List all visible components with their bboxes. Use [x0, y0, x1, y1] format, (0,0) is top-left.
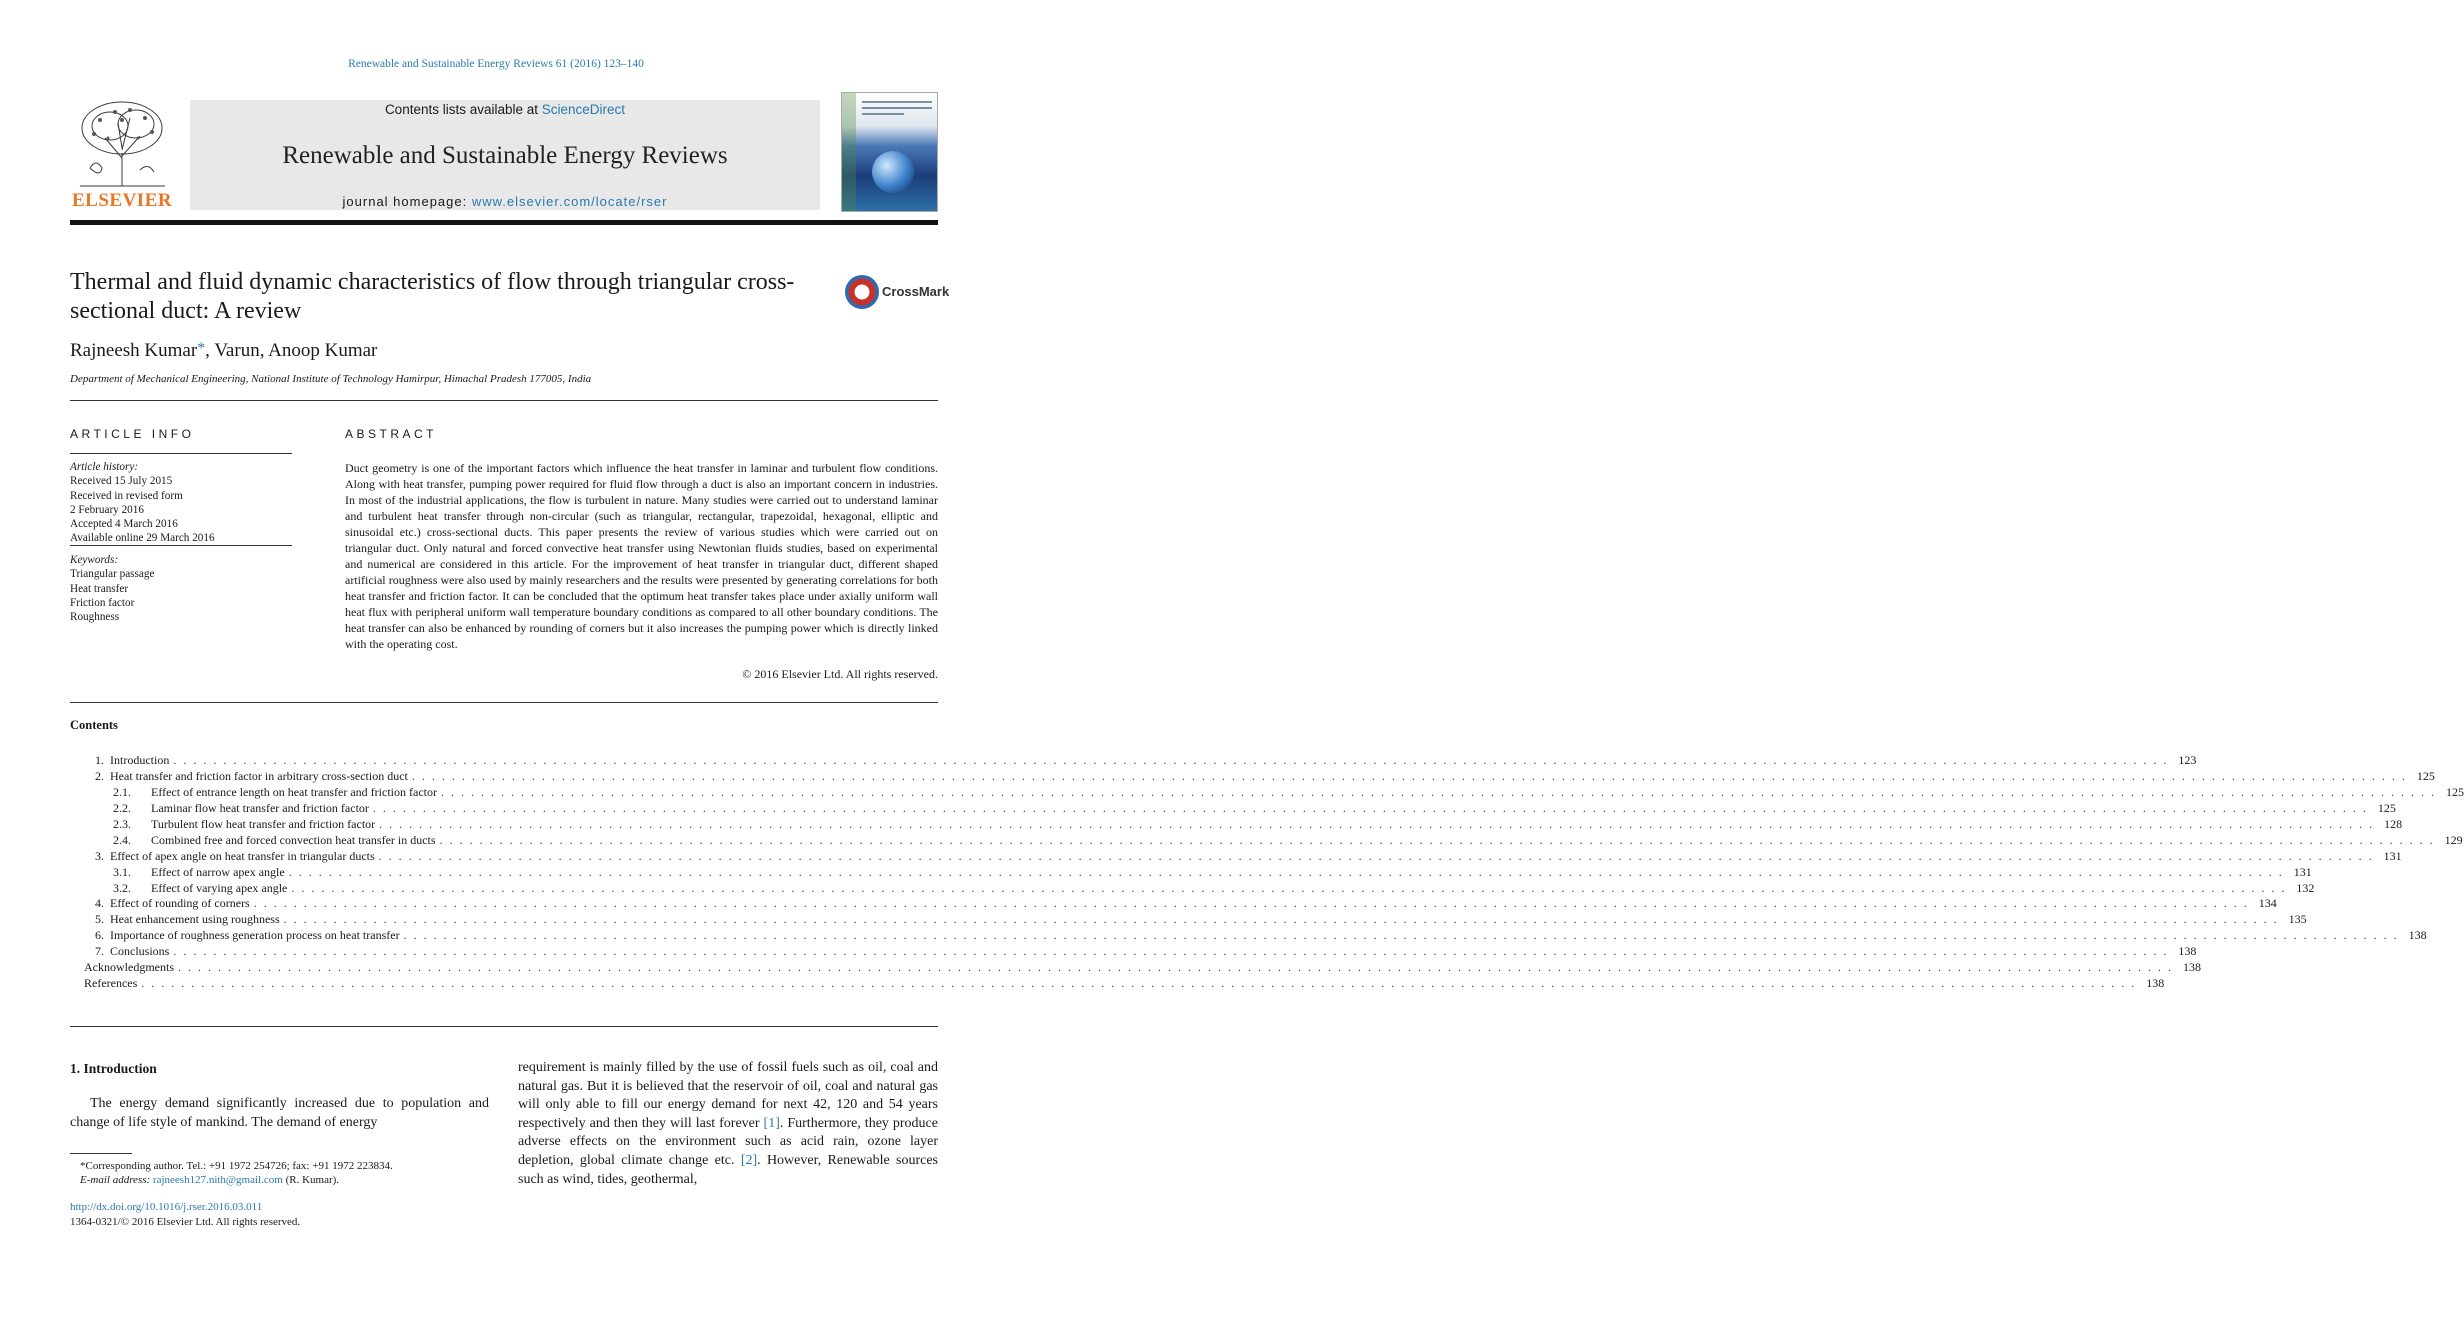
toc-page-number[interactable]: 134: [2258, 896, 2277, 911]
doi-link[interactable]: http://dx.doi.org/10.1016/j.rser.2016.03.011: [70, 1201, 263, 1213]
toc-page-number[interactable]: 125: [2416, 768, 2435, 783]
toc-number: 6.: [95, 928, 104, 943]
journal-homepage-line: [190, 194, 820, 209]
abstract-heading: ABSTRACT: [345, 427, 438, 441]
history-item: Received 15 July 2015: [70, 475, 173, 488]
toc-leader-dots: . . . . . . . . . . . . . . . . . . . . . . . . . . . . . . . . . . . . . . . . . . . . . . . . . . . . . . . . . . . . . . . . . . . . . . . . . . . . . . . . . . . . . . . . . . . . . . . . . . . . . . . . . . . . . . . . . . . . . . . . . . . . . . . . . . . . . . . . . . . . . . . . . . . . . . . . . . . . . . . . . . . . . . . . . . . . . . . . . . . . . . . . . . . . . . . . . . . . . . . .: [173, 753, 2169, 767]
keywords-block: [70, 553, 154, 624]
toc-title[interactable]: Turbulent flow heat transfer and friction factor: [151, 816, 376, 831]
keyword: Friction factor: [70, 596, 135, 609]
toc-leader-dots: . . . . . . . . . . . . . . . . . . . . . . . . . . . . . . . . . . . . . . . . . . . . . . . . . . . . . . . . . . . . . . . . . . . . . . . . . . . . . . . . . . . . . . . . . . . . . . . . . . . . . . . . . . . . . . . . . . . . . . . . . . . . . . . . . . . . . . . . . . . . . . . . . . . . . . . . . . . . . . . . . . . . . . . . . . . . . . . . . . . . . . . . . . . . . . . . . . . . . . . .: [372, 800, 2368, 815]
corresponding-author-mark[interactable]: *: [197, 340, 206, 357]
table-of-contents: [70, 753, 2464, 992]
contents-available-line: [190, 102, 820, 117]
history-item: Received in revised form: [70, 489, 183, 502]
toc-entry[interactable]: [70, 848, 2402, 865]
toc-number: 2.: [95, 768, 104, 783]
toc-leader-dots: . . . . . . . . . . . . . . . . . . . . . . . . . . . . . . . . . . . . . . . . . . . . . . . . . . . . . . . . . . . . . . . . . . . . . . . . . . . . . . . . . . . . . . . . . . . . . . . . . . . . . . . . . . . . . . . . . . . . . . . . . . . . . . . . . . . . . . . . . . . . . . . . . . . . . . . . . . . . . . . . . . . . . . . . . . . . . . . . . . . . . . . . . . . . . . . . . . . . . . . .: [411, 768, 2407, 783]
keywords-label: Keywords:: [70, 554, 119, 566]
keyword: Heat transfer: [70, 582, 129, 595]
toc-leader-dots: . . . . . . . . . . . . . . . . . . . . . . . . . . . . . . . . . . . . . . . . . . . . . . . . . . . . . . . . . . . . . . . . . . . . . . . . . . . . . . . . . . . . . . . . . . . . . . . . . . . . . . . . . . . . . . . . . . . . . . . . . . . . . . . . . . . . . . . . . . . . . . . . . . . . . . . . . . . . . . . . . . . . . . . . . . . . . . . . . . . . . . . . . . . . . . . . . . . . . . . .: [440, 784, 2436, 799]
masthead: [70, 92, 938, 212]
toc-entry[interactable]: [70, 784, 2464, 801]
history-divider: [70, 545, 292, 546]
toc-entry[interactable]: [70, 976, 2165, 992]
toc-page-number[interactable]: 128: [2384, 816, 2403, 831]
toc-entry[interactable]: [70, 800, 2396, 817]
crossmark-icon: [845, 275, 879, 309]
toc-title[interactable]: Effect of rounding of corners: [110, 896, 250, 911]
toc-entry[interactable]: [70, 912, 2307, 928]
toc-leader-dots: . . . . . . . . . . . . . . . . . . . . . . . . . . . . . . . . . . . . . . . . . . . . . . . . . . . . . . . . . . . . . . . . . . . . . . . . . . . . . . . . . . . . . . . . . . . . . . . . . . . . . . . . . . . . . . . . . . . . . . . . . . . . . . . . . . . . . . . . . . . . . . . . . . . . . . . . . . . . . . . . . . . . . . . . . . . . . . . . . . . . . . . . . . . . . . . . . . . . . . . .: [378, 848, 2374, 863]
journal-banner: [190, 100, 820, 210]
toc-title[interactable]: Effect of entrance length on heat transfer and friction factor: [151, 784, 437, 799]
toc-entry[interactable]: [70, 880, 2315, 897]
toc-title[interactable]: Combined free and forced convection heat transfer in ducts: [151, 832, 436, 847]
other-authors: , Varun, Anoop Kumar: [205, 340, 378, 361]
elsevier-tree-icon: [70, 98, 175, 188]
toc-leader-dots: . . . . . . . . . . . . . . . . . . . . . . . . . . . . . . . . . . . . . . . . . . . . . . . . . . . . . . . . . . . . . . . . . . . . . . . . . . . . . . . . . . . . . . . . . . . . . . . . . . . . . . . . . . . . . . . . . . . . . . . . . . . . . . . . . . . . . . . . . . . . . . . . . . . . . . . . . . . . . . . . . . . . . . . . . . . . . . . . . . . . . . . . . . . . . . . . . . . . . . . .: [177, 960, 2173, 975]
toc-leader-dots: . . . . . . . . . . . . . . . . . . . . . . . . . . . . . . . . . . . . . . . . . . . . . . . . . . . . . . . . . . . . . . . . . . . . . . . . . . . . . . . . . . . . . . . . . . . . . . . . . . . . . . . . . . . . . . . . . . . . . . . . . . . . . . . . . . . . . . . . . . . . . . . . . . . . . . . . . . . . . . . . . . . . . . . . . . . . . . . . . . . . . . . . . . . . . . . . . . . . . . . .: [288, 864, 2284, 879]
toc-page-number[interactable]: 131: [2293, 864, 2312, 879]
toc-entry[interactable]: [70, 928, 2427, 944]
toc-number: 2.2.: [113, 800, 131, 815]
abstract-copyright: © 2016 Elsevier Ltd. All rights reserved.: [742, 667, 938, 681]
author-name[interactable]: Rajneesh Kumar: [70, 340, 198, 361]
email-label: E-mail address:: [80, 1174, 153, 1187]
toc-title[interactable]: Heat enhancement using roughness: [110, 912, 280, 927]
citation-link[interactable]: [1]: [763, 1115, 780, 1131]
toc-page-number[interactable]: 125: [2445, 784, 2464, 799]
footnotes: [70, 1159, 489, 1188]
introduction-text-right: [518, 1059, 938, 1189]
toc-page-number[interactable]: 138: [2146, 976, 2165, 991]
toc-number: 2.3.: [113, 816, 131, 831]
email-note: [70, 1173, 489, 1187]
toc-number: 3.2.: [113, 880, 131, 895]
article-info-divider: [70, 453, 292, 454]
toc-page-number[interactable]: 138: [2178, 944, 2197, 959]
journal-citation[interactable]: Renewable and Sustainable Energy Reviews 61 (2016) 123–140: [348, 58, 644, 70]
toc-page-number[interactable]: 138: [2408, 928, 2427, 943]
toc-entry[interactable]: [70, 832, 2463, 849]
toc-entry[interactable]: [70, 960, 2201, 976]
toc-page-number[interactable]: 138: [2182, 960, 2201, 975]
toc-leader-dots: . . . . . . . . . . . . . . . . . . . . . . . . . . . . . . . . . . . . . . . . . . . . . . . . . . . . . . . . . . . . . . . . . . . . . . . . . . . . . . . . . . . . . . . . . . . . . . . . . . . . . . . . . . . . . . . . . . . . . . . . . . . . . . . . . . . . . . . . . . . . . . . . . . . . . . . . . . . . . . . . . . . . . . . . . . . . . . . . . . . . . . . . . . . . . . . . . . . . . . . .: [403, 928, 2399, 943]
corresponding-author-note: *Corresponding author. Tel.: +91 1972 254726; fax: +91 1972 223834.: [80, 1160, 393, 1172]
toc-title[interactable]: Importance of roughness generation process on heat transfer: [110, 928, 400, 943]
contents-heading: Contents: [70, 718, 118, 732]
toc-entry[interactable]: [70, 896, 2277, 912]
affiliation-divider: [70, 400, 938, 401]
header-divider: [70, 220, 938, 225]
introduction-text-left: The energy demand significantly increased due to population and change of life style of mankind. The demand of energy: [70, 1096, 489, 1130]
crossmark-label: CrossMark: [882, 284, 950, 299]
crossmark-button[interactable]: [845, 275, 950, 311]
toc-leader-dots: . . . . . . . . . . . . . . . . . . . . . . . . . . . . . . . . . . . . . . . . . . . . . . . . . . . . . . . . . . . . . . . . . . . . . . . . . . . . . . . . . . . . . . . . . . . . . . . . . . . . . . . . . . . . . . . . . . . . . . . . . . . . . . . . . . . . . . . . . . . . . . . . . . . . . . . . . . . . . . . . . . . . . . . . . . . . . . . . . . . . . . . . . . . . . . . . . . . . . . . .: [253, 896, 2249, 911]
author-list: [70, 340, 377, 362]
toc-page-number[interactable]: 129: [2444, 832, 2463, 847]
elsevier-logo[interactable]: [70, 98, 175, 212]
journal-name: Renewable and Sustainable Energy Reviews: [282, 142, 728, 169]
toc-title[interactable]: Conclusions: [110, 944, 170, 959]
article-info-heading: ARTICLE INFO: [70, 427, 195, 441]
email-link[interactable]: rajneesh127.nith@gmail.com: [152, 1174, 283, 1187]
toc-leader-dots: . . . . . . . . . . . . . . . . . . . . . . . . . . . . . . . . . . . . . . . . . . . . . . . . . . . . . . . . . . . . . . . . . . . . . . . . . . . . . . . . . . . . . . . . . . . . . . . . . . . . . . . . . . . . . . . . . . . . . . . . . . . . . . . . . . . . . . . . . . . . . . . . . . . . . . . . . . . . . . . . . . . . . . . . . . . . . . . . . . . . . . . . . . . . . . . . . . . . . . . .: [291, 880, 2287, 895]
introduction-heading: 1. Introduction: [70, 1061, 157, 1076]
issn-copyright: 1364-0321/© 2016 Elsevier Ltd. All rights reserved.: [70, 1216, 301, 1228]
abstract-divider: [70, 702, 938, 703]
toc-number: 3.: [95, 848, 104, 863]
toc-title[interactable]: References: [84, 976, 138, 991]
elsevier-wordmark: ELSEVIER: [72, 190, 173, 211]
doi-block: [70, 1200, 300, 1230]
toc-number: 4.: [95, 896, 104, 911]
keyword: Triangular passage: [70, 568, 155, 581]
homepage-link[interactable]: www.elsevier.com/locate/rser: [471, 194, 668, 209]
intro-paragraph-part: requirement is mainly filled by the use of fossil fuels such as oil, coal and natural gas. But it is believed that the reservoir of oil, coal and natural gas will only able to fill our energy demand for next 42, 120 and 54 years respectively and then they will last forever: [518, 1060, 938, 1131]
globe-icon: [872, 151, 914, 193]
keyword: Roughness: [70, 611, 120, 624]
cover-stripe: [842, 93, 856, 211]
toc-leader-dots: . . . . . . . . . . . . . . . . . . . . . . . . . . . . . . . . . . . . . . . . . . . . . . . . . . . . . . . . . . . . . . . . . . . . . . . . . . . . . . . . . . . . . . . . . . . . . . . . . . . . . . . . . . . . . . . . . . . . . . . . . . . . . . . . . . . . . . . . . . . . . . . . . . . . . . . . . . . . . . . . . . . . . . . . . . . . . . . . . . . . . . . . . . . . . . . . . . . . . . . .: [283, 912, 2279, 927]
toc-number: 3.1.: [113, 864, 131, 879]
cover-title-lines: [862, 101, 932, 123]
toc-page-number[interactable]: 131: [2383, 848, 2402, 863]
toc-entry[interactable]: [70, 768, 2435, 785]
email-suffix: (R. Kumar).: [282, 1174, 340, 1187]
sciencedirect-link[interactable]: ScienceDirect: [541, 102, 626, 117]
toc-page-number[interactable]: 125: [2377, 800, 2396, 815]
toc-title[interactable]: Effect of varying apex angle: [151, 880, 288, 895]
contents-prefix: Contents lists available at: [384, 102, 542, 117]
toc-leader-dots: . . . . . . . . . . . . . . . . . . . . . . . . . . . . . . . . . . . . . . . . . . . . . . . . . . . . . . . . . . . . . . . . . . . . . . . . . . . . . . . . . . . . . . . . . . . . . . . . . . . . . . . . . . . . . . . . . . . . . . . . . . . . . . . . . . . . . . . . . . . . . . . . . . . . . . . . . . . . . . . . . . . . . . . . . . . . . . . . . . . . . . . . . . . . . . . . . . . . . . . .: [379, 816, 2375, 831]
toc-entry[interactable]: [70, 944, 2197, 960]
affiliation: Department of Mechanical Engineering, National Institute of Technology Hamirpur, Himachal Pradesh 177005, India: [70, 373, 592, 385]
toc-number: 2.4.: [113, 832, 131, 847]
article-title: Thermal and fluid dynamic characteristics of flow through triangular cross-sectional duct: A review: [70, 269, 795, 324]
history-item: Available online 29 March 2016: [70, 532, 215, 545]
toc-title[interactable]: Effect of narrow apex angle: [151, 864, 285, 879]
toc-leader-dots: . . . . . . . . . . . . . . . . . . . . . . . . . . . . . . . . . . . . . . . . . . . . . . . . . . . . . . . . . . . . . . . . . . . . . . . . . . . . . . . . . . . . . . . . . . . . . . . . . . . . . . . . . . . . . . . . . . . . . . . . . . . . . . . . . . . . . . . . . . . . . . . . . . . . . . . . . . . . . . . . . . . . . . . . . . . . . . . . . . . . . . . . . . . . . . . . . . . . . . . .: [439, 832, 2435, 847]
toc-number: 2.1.: [113, 784, 131, 799]
toc-leader-dots: . . . . . . . . . . . . . . . . . . . . . . . . . . . . . . . . . . . . . . . . . . . . . . . . . . . . . . . . . . . . . . . . . . . . . . . . . . . . . . . . . . . . . . . . . . . . . . . . . . . . . . . . . . . . . . . . . . . . . . . . . . . . . . . . . . . . . . . . . . . . . . . . . . . . . . . . . . . . . . . . . . . . . . . . . . . . . . . . . . . . . . . . . . . . . . . . . . . . . . . .: [141, 976, 2137, 991]
toc-title[interactable]: Effect of apex angle on heat transfer in triangular ducts: [110, 848, 375, 863]
toc-title[interactable]: Laminar flow heat transfer and friction factor: [151, 800, 369, 815]
toc-title[interactable]: Heat transfer and friction factor in arbitrary cross-section duct: [110, 768, 408, 783]
journal-cover-image[interactable]: [841, 92, 938, 212]
intro-paragraph-part: . Furthermore, they produce adverse effects on the environment such as acid rain, ozone layer depletion, global climate change etc.: [518, 1115, 938, 1168]
contents-divider: [70, 1026, 938, 1027]
toc-number: 1.: [95, 753, 104, 767]
toc-title[interactable]: Introduction: [110, 753, 170, 767]
toc-title[interactable]: Acknowledgments: [84, 960, 174, 975]
toc-number: 5.: [95, 912, 104, 927]
toc-number: 7.: [95, 944, 104, 959]
citation-link[interactable]: [2]: [740, 1152, 758, 1168]
toc-page-number[interactable]: 135: [2288, 912, 2307, 927]
toc-entry[interactable]: [70, 864, 2312, 881]
toc-entry[interactable]: [70, 753, 2197, 769]
homepage-prefix: journal homepage:: [342, 194, 472, 209]
history-item: Accepted 4 March 2016: [70, 518, 178, 531]
toc-page-number[interactable]: 123: [2178, 753, 2197, 767]
footnote-divider: [70, 1153, 132, 1154]
history-item: 2 February 2016: [70, 503, 144, 516]
toc-leader-dots: . . . . . . . . . . . . . . . . . . . . . . . . . . . . . . . . . . . . . . . . . . . . . . . . . . . . . . . . . . . . . . . . . . . . . . . . . . . . . . . . . . . . . . . . . . . . . . . . . . . . . . . . . . . . . . . . . . . . . . . . . . . . . . . . . . . . . . . . . . . . . . . . . . . . . . . . . . . . . . . . . . . . . . . . . . . . . . . . . . . . . . . . . . . . . . . . . . . . . . . .: [173, 944, 2169, 959]
intro-paragraph-part: . However, Renewable sources such as wind, tides, geothermal,: [518, 1152, 939, 1187]
toc-entry[interactable]: [70, 816, 2403, 833]
toc-page-number[interactable]: 132: [2296, 880, 2315, 895]
abstract-text: Duct geometry is one of the important factors which influence the heat transfer in laminar and turbulent flow conditions. Along with heat transfer, pumping power required for fluid flow through a duct is also an important concern in industries. In most of the industrial applications, the flow is turbulent in nature. Many studies were carried out to understand laminar and turbulent heat transfer through non-circular (such as triangular, rectangular, trapezoidal, hexagonal, elliptic and sinusoidal etc.) cross-sectional ducts. This paper presents the review of various studies which were carried out on triangular duct. Only natural and forced convective heat transfer using Newtonian fluids studies, based on experimental and numerical are considered in this article. For the improvement of heat transfer in triangular duct, different shaped artificial roughness were also used by mainly researchers and the results were presented by generating correlations for both heat transfer and friction factor. It can be concluded that the optimum heat transfer takes place under axially uniform wall heat flux with peripheral uniform wall temperature boundary conditions as compared to all other boundary conditions. The heat transfer can also be enhanced by rounding of corners but it also increases the pumping power which is directly linked with the operating cost.: [345, 461, 938, 651]
article-history: [70, 460, 215, 546]
history-label: Article history:: [70, 461, 139, 473]
